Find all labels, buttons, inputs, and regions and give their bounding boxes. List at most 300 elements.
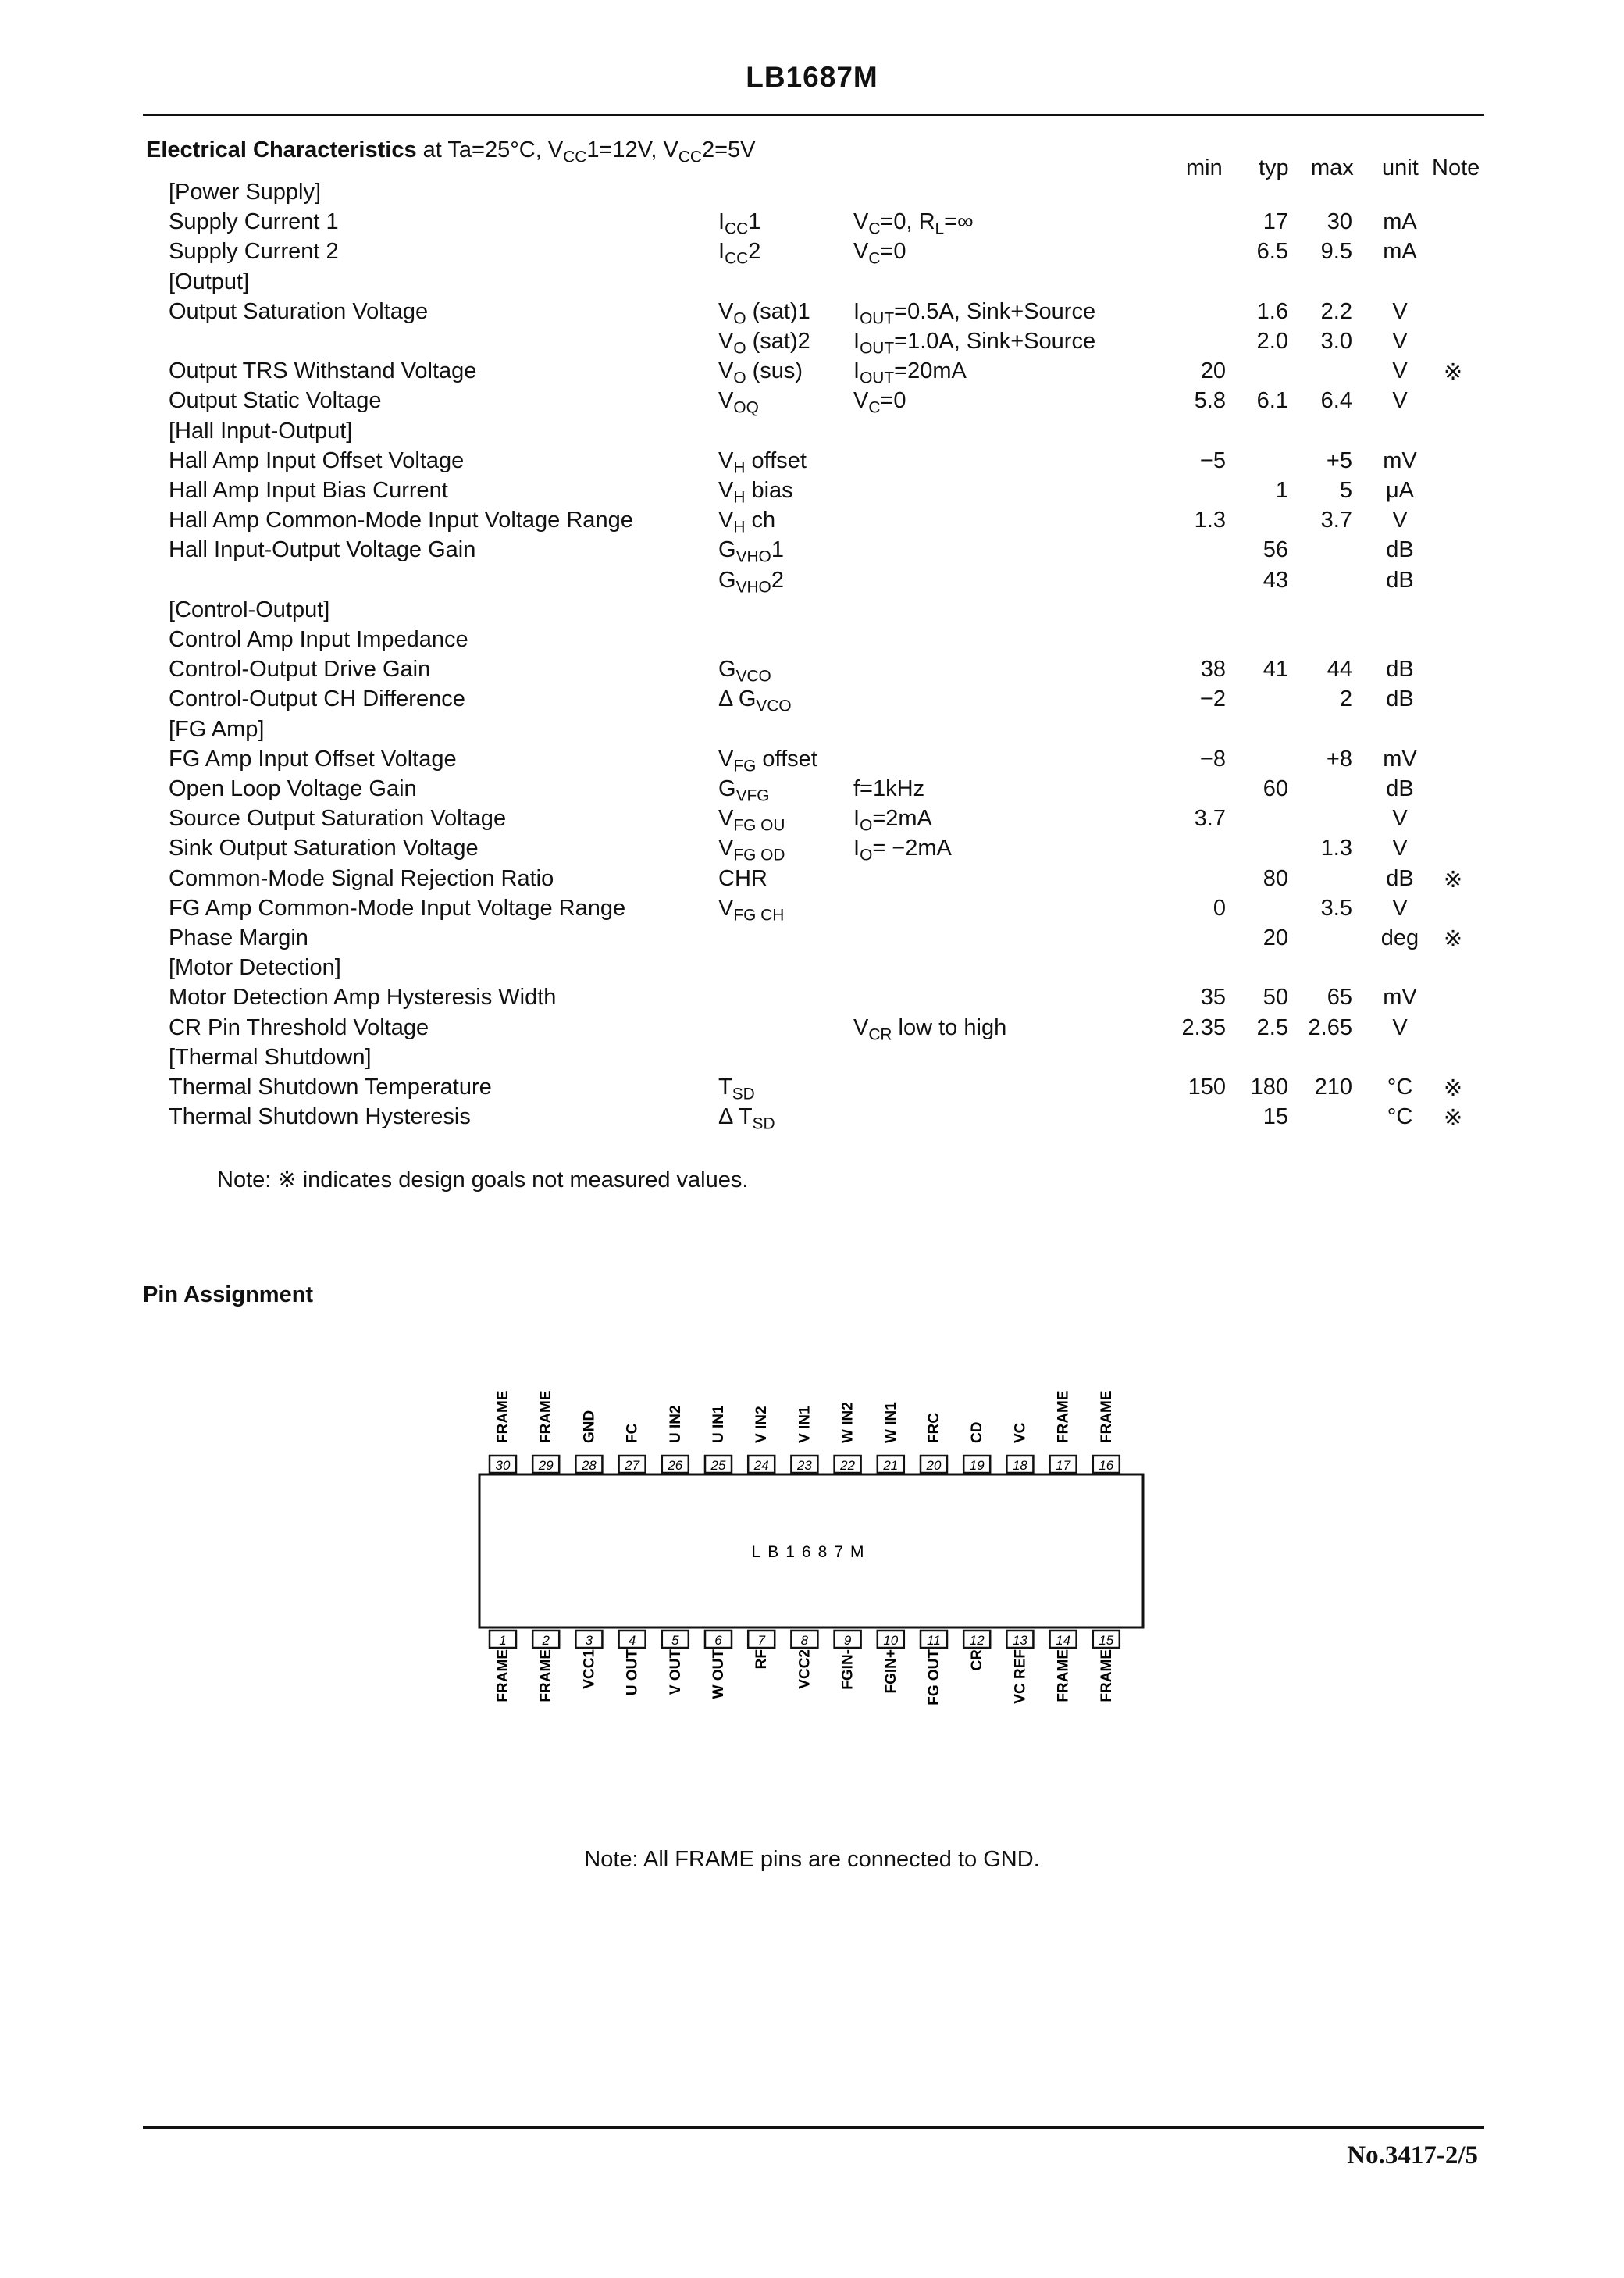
design-goal-note: Note: ※ indicates design goals not measured values. <box>217 1168 749 1192</box>
param-cell: Hall Input-Output Voltage Gain <box>169 537 476 563</box>
pin-1 <box>490 1631 516 1702</box>
max-cell: 6.4 <box>1320 388 1352 414</box>
typ-cell: 6.5 <box>1256 239 1288 265</box>
ec-heading-sub2: CC <box>678 148 702 166</box>
pin-15 <box>1093 1631 1120 1702</box>
pin-name: FRC <box>926 1412 942 1443</box>
pin-number: 25 <box>710 1458 726 1473</box>
ec-heading-mid: 1=12V, V <box>586 137 678 162</box>
pin-17 <box>1050 1390 1077 1473</box>
pin-20 <box>921 1413 947 1473</box>
table-row <box>0 568 1624 597</box>
table-row <box>0 329 1624 358</box>
param-cell: [FG Amp] <box>169 716 265 742</box>
footer-rule <box>143 2126 1484 2129</box>
pin-name: CR <box>969 1649 986 1671</box>
max-cell: 65 <box>1327 985 1352 1011</box>
param-cell: [Control-Output] <box>169 597 330 622</box>
symbol-suffix: offset <box>745 447 807 473</box>
condition-cell: $V_C=0$, $R_L=\infty$ <box>853 209 974 238</box>
symbol-main: I <box>718 209 725 235</box>
condition-cell: f=1kHz <box>853 776 925 801</box>
symbol-cell <box>718 806 785 835</box>
max-cell: 3.7 <box>1320 508 1352 533</box>
table-row <box>0 478 1624 508</box>
table-row <box>0 776 1624 806</box>
param-cell: Source Output Saturation Voltage <box>169 806 507 832</box>
pin-name: VC REF <box>1012 1649 1029 1704</box>
condition-cell: $V_{CR}$ low to high <box>853 1014 1007 1043</box>
typ-cell: 43 <box>1263 567 1288 593</box>
pin-22 <box>835 1402 861 1473</box>
symbol-suffix: (sat)2 <box>746 329 810 354</box>
table-row <box>0 1075 1624 1104</box>
unit-cell: dB <box>1386 865 1414 891</box>
table-row <box>0 537 1624 567</box>
pin-3 <box>575 1631 602 1689</box>
symbol-subscript: FG OD <box>733 846 785 864</box>
note-mark: ※ <box>1443 360 1463 386</box>
symbol-main: V <box>718 329 734 354</box>
typ-cell: 50 <box>1263 985 1288 1011</box>
min-cell: 35 <box>1200 985 1226 1011</box>
pin-name: FRAME <box>495 1649 511 1702</box>
unit-cell: mA <box>1383 209 1417 235</box>
table-row <box>0 657 1624 686</box>
condition-cell: $I_O= -2mA$ <box>853 836 952 864</box>
symbol-cell <box>718 836 785 864</box>
unit-cell: dB <box>1386 657 1414 683</box>
symbol-main: Δ G <box>718 686 757 712</box>
max-cell: +8 <box>1326 746 1352 772</box>
unit-cell: V <box>1392 329 1408 354</box>
unit-cell: mV <box>1383 746 1417 772</box>
param-cell: Supply Current 2 <box>169 239 339 265</box>
pin-number: 17 <box>1056 1458 1071 1473</box>
pin-8 <box>791 1631 817 1689</box>
header-rule <box>143 114 1484 116</box>
typ-cell: 1 <box>1275 478 1288 503</box>
max-cell: 30 <box>1327 209 1352 235</box>
unit-cell: μA <box>1385 478 1415 503</box>
pin-name: RF <box>753 1649 771 1670</box>
symbol-cell <box>718 776 770 805</box>
pin-4 <box>619 1631 646 1695</box>
table-row <box>0 299 1624 329</box>
note-mark: ※ <box>1443 867 1463 893</box>
symbol-main: V <box>718 836 734 861</box>
unit-cell: V <box>1392 358 1408 384</box>
table-row <box>0 448 1624 478</box>
unit-cell: V <box>1392 1014 1408 1040</box>
condition-cell: $I_{OUT}=20mA$ <box>853 358 967 387</box>
typ-cell: 20 <box>1263 925 1288 950</box>
pin-name: FGIN- <box>839 1649 857 1690</box>
pin-29 <box>532 1390 559 1473</box>
symbol-cell <box>718 298 810 328</box>
typ-cell: 15 <box>1263 1104 1288 1130</box>
table-row <box>0 985 1624 1014</box>
typ-cell: 2.5 <box>1256 1014 1288 1040</box>
pin-name: U OUT <box>624 1649 641 1696</box>
page-title: LB1687M <box>746 61 878 93</box>
symbol-cell <box>718 239 761 268</box>
max-cell: +5 <box>1326 447 1352 473</box>
min-cell: 5.8 <box>1194 388 1226 414</box>
symbol-suffix: 1 <box>771 537 784 563</box>
symbol-suffix: 1 <box>748 209 761 235</box>
max-cell: 2 <box>1339 686 1352 712</box>
condition-cell: $V_C=0$ <box>853 239 906 268</box>
pin-7 <box>748 1631 775 1669</box>
pin-name: V IN1 <box>796 1406 814 1443</box>
pin-number: 1 <box>499 1633 507 1648</box>
column-header-note: Note <box>1432 155 1480 180</box>
max-cell: 1.3 <box>1320 836 1352 861</box>
pin-24 <box>748 1406 775 1473</box>
unit-cell: dB <box>1386 537 1414 563</box>
symbol-cell <box>718 508 776 537</box>
pin-16 <box>1093 1390 1120 1473</box>
pin-number: 9 <box>843 1633 852 1648</box>
max-cell: 5 <box>1339 478 1352 503</box>
unit-cell: dB <box>1386 567 1414 593</box>
symbol-subscript: FG CH <box>733 906 785 925</box>
column-header-unit: unit <box>1382 155 1419 180</box>
symbol-subscript: H <box>733 518 746 537</box>
pin-9 <box>835 1631 861 1690</box>
unit-cell: V <box>1392 298 1408 324</box>
symbol-main: V <box>718 806 734 832</box>
pin-name: FRAME <box>1098 1649 1115 1702</box>
pin-number: 8 <box>800 1633 809 1648</box>
table-row <box>0 866 1624 896</box>
table-row <box>0 508 1624 537</box>
param-cell: CR Pin Threshold Voltage <box>169 1014 429 1040</box>
typ-cell: 17 <box>1263 209 1288 235</box>
symbol-suffix: ch <box>745 508 776 533</box>
symbol-main: G <box>718 776 736 801</box>
typ-cell: 60 <box>1263 776 1288 801</box>
symbol-subscript: VFG <box>735 786 770 805</box>
symbol-main: V <box>718 746 734 772</box>
symbol-subscript: FG <box>733 757 757 775</box>
symbol-main: V <box>718 358 734 384</box>
pin-number: 29 <box>538 1458 554 1473</box>
min-cell: 1.3 <box>1194 508 1226 533</box>
table-row <box>0 1015 1624 1045</box>
min-cell: −2 <box>1199 686 1226 712</box>
param-cell: [Thermal Shutdown] <box>169 1044 372 1070</box>
symbol-cell <box>718 478 793 507</box>
symbol-subscript: SD <box>752 1114 775 1133</box>
unit-cell: °C <box>1387 1075 1413 1100</box>
symbol-cell <box>718 866 767 892</box>
pin-19 <box>963 1422 990 1473</box>
table-section-row <box>0 717 1624 747</box>
table-section-row <box>0 180 1624 209</box>
pin-number: 26 <box>668 1458 683 1473</box>
note-mark: ※ <box>1443 1076 1463 1101</box>
symbol-main: V <box>718 447 734 473</box>
param-cell: Open Loop Voltage Gain <box>169 776 417 801</box>
typ-cell: 6.1 <box>1256 388 1288 414</box>
symbol-cell <box>718 746 817 775</box>
symbol-main: V <box>718 388 734 414</box>
symbol-subscript: H <box>733 488 746 507</box>
param-cell: Phase Margin <box>169 925 308 950</box>
param-cell: Hall Amp Input Bias Current <box>169 478 448 503</box>
pin-name: VCC2 <box>796 1649 814 1689</box>
frame-pin-note: Note: All FRAME pins are connected to GND. <box>584 1847 1040 1872</box>
symbol-subscript: FG OU <box>733 816 785 835</box>
typ-cell: 56 <box>1263 537 1288 563</box>
symbol-main: T <box>718 1075 732 1100</box>
param-cell: Thermal Shutdown Hysteresis <box>169 1104 471 1130</box>
table-row <box>0 388 1624 418</box>
unit-cell: mA <box>1383 239 1417 265</box>
pin-name: U IN1 <box>710 1405 727 1443</box>
max-cell: 44 <box>1327 657 1352 683</box>
symbol-main: V <box>718 508 734 533</box>
pin-name: U IN2 <box>667 1405 684 1443</box>
condition-cell: $V_C=0$ <box>853 388 906 417</box>
pin-number: 30 <box>495 1458 511 1473</box>
pin-25 <box>705 1405 732 1473</box>
max-cell: 2.2 <box>1320 298 1352 324</box>
pin-5 <box>662 1631 689 1695</box>
unit-cell: dB <box>1386 776 1414 801</box>
symbol-cell <box>718 537 784 566</box>
pin-name: FGIN+ <box>882 1649 899 1694</box>
pin-10 <box>878 1631 904 1693</box>
condition-cell: $I_{OUT}=0.5A$, Sink+Source <box>853 298 1096 328</box>
symbol-cell <box>718 657 771 686</box>
param-cell: [Motor Detection] <box>169 955 341 981</box>
symbol-main: Δ T <box>718 1104 753 1130</box>
pin-2 <box>532 1631 559 1702</box>
pin-6 <box>705 1631 732 1699</box>
ec-heading-sub1: CC <box>563 148 587 166</box>
pin-name: CD <box>969 1421 986 1443</box>
pin-name: V IN2 <box>753 1406 771 1443</box>
pin-number: 12 <box>969 1633 985 1648</box>
symbol-subscript: VHO <box>735 577 771 596</box>
symbol-subscript: SD <box>732 1085 755 1103</box>
pin-number: 16 <box>1099 1458 1114 1473</box>
symbol-suffix: bias <box>745 478 793 503</box>
symbol-subscript: O <box>733 309 746 328</box>
pin-28 <box>575 1410 602 1473</box>
pin-name: GND <box>581 1410 598 1443</box>
param-cell: Supply Current 1 <box>169 209 339 235</box>
pin-11 <box>921 1631 947 1706</box>
param-cell: Common-Mode Signal Rejection Ratio <box>169 865 554 891</box>
pin-number: 22 <box>840 1458 856 1473</box>
pin-name: V OUT <box>667 1649 684 1695</box>
table-section-row <box>0 1045 1624 1075</box>
ec-heading-bold: Electrical Characteristics <box>146 137 417 162</box>
pin-number: 23 <box>796 1458 812 1473</box>
symbol-main: CHR <box>718 865 767 891</box>
symbol-cell <box>718 209 761 238</box>
pin-12 <box>963 1631 990 1670</box>
symbol-subscript: VCO <box>735 667 771 686</box>
pin-number: 19 <box>969 1458 985 1473</box>
table-section-row <box>0 597 1624 627</box>
table-row <box>0 209 1624 239</box>
symbol-suffix: 2 <box>771 567 784 593</box>
pin-number: 18 <box>1012 1458 1027 1473</box>
pin-name: FRAME <box>495 1390 511 1443</box>
param-cell: [Output] <box>169 269 250 294</box>
unit-cell: mV <box>1383 447 1417 473</box>
param-cell: Hall Amp Common-Mode Input Voltage Range <box>169 508 633 533</box>
pin-number: 15 <box>1099 1633 1114 1648</box>
table-row <box>0 925 1624 955</box>
min-cell: 20 <box>1200 358 1226 384</box>
param-cell: FG Amp Common-Mode Input Voltage Range <box>169 895 626 921</box>
top-pin-row <box>490 1390 1120 1473</box>
pin-number: 5 <box>671 1633 679 1648</box>
symbol-subscript: VHO <box>735 547 771 566</box>
condition-cell: $I_O=2mA$ <box>853 806 932 835</box>
column-header-min: min <box>1186 155 1223 180</box>
pin-assignment-heading: Pin Assignment <box>143 1282 314 1307</box>
symbol-subscript: CC <box>725 249 749 268</box>
pin-21 <box>878 1402 904 1473</box>
min-cell: 150 <box>1188 1075 1226 1100</box>
symbol-subscript: O <box>733 339 746 358</box>
min-cell: 38 <box>1200 657 1226 683</box>
pin-number: 27 <box>625 1458 640 1473</box>
note-mark: ※ <box>1443 1106 1463 1132</box>
pin-number: 24 <box>753 1458 769 1473</box>
pin-name: FC <box>624 1423 641 1443</box>
ec-heading-conditions: at Ta=25°C, V <box>422 137 564 162</box>
pin-name: FRAME <box>538 1390 555 1443</box>
pin-number: 10 <box>883 1633 899 1648</box>
column-header-max: max <box>1311 155 1354 180</box>
pin-number: 13 <box>1012 1633 1027 1648</box>
pin-number: 6 <box>714 1633 722 1648</box>
pin-name: VC <box>1012 1422 1029 1443</box>
unit-cell: V <box>1392 836 1408 861</box>
pin-name: FRAME <box>1055 1649 1072 1702</box>
pin-number: 21 <box>883 1458 899 1473</box>
param-cell: Sink Output Saturation Voltage <box>169 836 479 861</box>
table-row <box>0 806 1624 836</box>
symbol-cell <box>718 686 792 715</box>
param-cell: Motor Detection Amp Hysteresis Width <box>169 985 557 1011</box>
symbol-cell <box>718 1075 755 1103</box>
pin-number: 7 <box>757 1633 765 1648</box>
table-row <box>0 239 1624 269</box>
symbol-main: G <box>718 537 736 563</box>
typ-cell: 2.0 <box>1256 329 1288 354</box>
typ-cell: 41 <box>1263 657 1288 683</box>
symbol-suffix: (sat)1 <box>746 298 810 324</box>
pin-26 <box>662 1405 689 1473</box>
pin-number: 20 <box>926 1458 942 1473</box>
pin-13 <box>1006 1631 1033 1704</box>
param-cell: Thermal Shutdown Temperature <box>169 1075 492 1100</box>
pin-number: 28 <box>581 1458 597 1473</box>
condition-cell: $I_{OUT}=1.0A$, Sink+Source <box>853 329 1096 358</box>
pin-number: 4 <box>628 1633 636 1648</box>
unit-cell: V <box>1392 806 1408 832</box>
max-cell: 3.0 <box>1320 329 1352 354</box>
typ-cell: 1.6 <box>1256 298 1288 324</box>
table-section-row <box>0 627 1624 657</box>
pin-27 <box>619 1423 646 1473</box>
unit-cell: deg <box>1380 925 1419 950</box>
unit-cell: V <box>1392 508 1408 533</box>
symbol-subscript: H <box>733 458 746 477</box>
pin-23 <box>791 1406 817 1473</box>
pin-assignment-diagram <box>437 1359 1156 1741</box>
symbol-cell <box>718 447 807 477</box>
pin-name: W IN2 <box>839 1402 857 1443</box>
typ-cell: 80 <box>1263 865 1288 891</box>
pin-14 <box>1050 1631 1077 1702</box>
pin-30 <box>490 1390 516 1473</box>
table-row <box>0 1104 1624 1134</box>
symbol-cell <box>718 358 803 387</box>
max-cell: 3.5 <box>1320 895 1352 921</box>
symbol-subscript: CC <box>725 219 749 238</box>
typ-cell: 180 <box>1250 1075 1288 1100</box>
symbol-cell <box>718 388 759 417</box>
table-row <box>0 686 1624 716</box>
ec-heading-end: 2=5V <box>701 137 756 162</box>
table-section-row <box>0 955 1624 985</box>
table-section-row <box>0 269 1624 299</box>
param-cell: Output Saturation Voltage <box>169 298 429 324</box>
pin-name: FRAME <box>538 1649 555 1702</box>
pin-name: W OUT <box>710 1649 727 1699</box>
symbol-cell <box>718 329 810 358</box>
symbol-main: I <box>718 239 725 265</box>
param-cell: FG Amp Input Offset Voltage <box>169 746 457 772</box>
symbol-suffix: 2 <box>748 239 761 265</box>
pin-name: W IN1 <box>882 1402 899 1443</box>
column-header-typ: typ <box>1259 155 1289 180</box>
symbol-cell <box>718 895 785 925</box>
table-row <box>0 747 1624 776</box>
max-cell: 9.5 <box>1320 239 1352 265</box>
table-row <box>0 896 1624 925</box>
min-cell: 3.7 <box>1194 806 1226 832</box>
electrical-characteristics-heading <box>146 137 756 166</box>
max-cell: 2.65 <box>1308 1014 1352 1040</box>
param-cell: Output Static Voltage <box>169 388 382 414</box>
table-row <box>0 358 1624 388</box>
symbol-cell <box>718 1104 775 1133</box>
param-cell: Hall Amp Input Offset Voltage <box>169 447 465 473</box>
param-cell: Control-Output Drive Gain <box>169 657 431 683</box>
symbol-cell <box>718 568 784 594</box>
symbol-suffix: offset <box>756 746 817 772</box>
min-cell: 2.35 <box>1181 1014 1226 1040</box>
table-row <box>0 836 1624 865</box>
pin-name: FRAME <box>1098 1390 1115 1443</box>
unit-cell: °C <box>1387 1104 1413 1130</box>
unit-cell: V <box>1392 895 1408 921</box>
symbol-main: V <box>718 895 734 921</box>
pin-name: FRAME <box>1055 1390 1072 1443</box>
unit-cell: mV <box>1383 985 1417 1011</box>
